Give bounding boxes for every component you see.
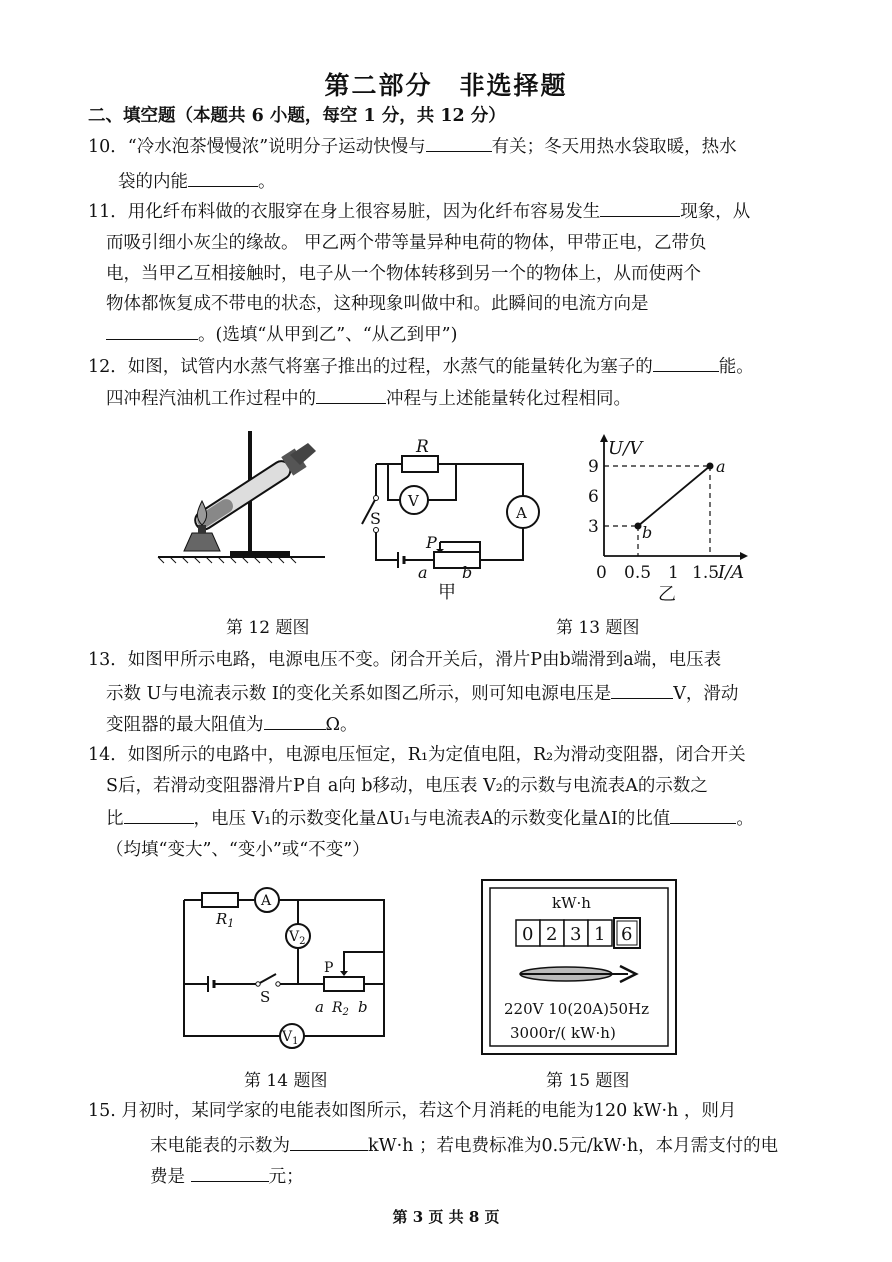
answer-blank — [316, 385, 386, 404]
q13-text: 示数 U与电流表示数 I的变化关系如图乙所示，则可知电源电压是 — [106, 684, 612, 704]
question-14-line-2: S后，若滑动变阻器滑片P自 a向 b移动，电压表 V₂的示数与电流表A的示数之 — [106, 776, 708, 796]
figure-yi-label: 乙 — [658, 584, 676, 605]
question-13-line-2 — [106, 680, 738, 706]
q13-text: Ω。 — [325, 715, 358, 735]
x-axis-label: I/A — [718, 562, 745, 583]
q15-text: 元； — [268, 1167, 304, 1187]
meter-digit-2: 2 — [546, 924, 558, 945]
question-15-line-2 — [150, 1132, 778, 1158]
q10-text: 10．“冷水泡茶慢慢浓”说明分子运动快慢与 — [88, 137, 426, 157]
y-tick-6: 6 — [588, 487, 599, 507]
figure-15-caption: 第 15 题图 — [546, 1071, 630, 1091]
answer-blank — [124, 805, 194, 824]
point-a — [707, 463, 714, 470]
question-15-line-3 — [150, 1163, 304, 1189]
q13-text: 变阻器的最大阻值为 — [106, 715, 264, 735]
end-a-label: a — [315, 998, 324, 1016]
voltmeter-V1-label: $V_1$ — [282, 1029, 299, 1047]
q15-text: 末电能表的示数为 — [150, 1136, 290, 1156]
q14-text: ，电压 V₁的示数变化量ΔU₁与电流表A的示数变化量ΔI的比值 — [193, 809, 671, 829]
x-tick-1: 1 — [668, 563, 679, 583]
figure-13-circuit — [340, 432, 540, 602]
x-tick-0: 0 — [596, 563, 607, 583]
question-11-line-5 — [106, 321, 457, 347]
ammeter-label: A — [516, 504, 527, 522]
answer-blank — [106, 321, 198, 340]
figure-12-caption: 第 12 题图 — [226, 618, 310, 638]
x-tick-1-5: 1.5 — [692, 563, 720, 583]
question-13-line-1: 13．如图甲所示电路，电源电压不变。闭合开关后，滑片P由b端滑到a端，电压表 — [88, 650, 722, 670]
slider-P-label: P — [324, 960, 334, 976]
question-14-line-1: 14．如图所示的电路中，电源电压恒定，R₁为定值电阻，R₂为滑动变阻器，闭合开关 — [88, 745, 746, 765]
question-12-line-1 — [88, 353, 754, 379]
answer-blank — [600, 198, 680, 217]
answer-blank — [426, 133, 492, 152]
answer-blank — [290, 1132, 368, 1151]
meter-digit-3: 3 — [570, 924, 582, 945]
slider-arrow-icon — [340, 971, 348, 976]
x-tick-0-5: 0.5 — [624, 563, 652, 583]
answer-blank — [188, 168, 258, 187]
page-number: 第 3 页 共 8 页 — [392, 1208, 500, 1226]
y-axis-arrow-icon — [600, 434, 608, 442]
question-14-line-4: （均填“变大”、“变小”或“不变”） — [106, 840, 370, 860]
answer-blank — [264, 711, 326, 730]
question-15-line-1: 15. 月初时，某同学家的电能表如图所示，若这个月消耗的电能为120 kW·h ，则月 — [88, 1101, 737, 1121]
slider-P-label: P — [426, 533, 437, 552]
answer-blank — [670, 805, 736, 824]
q12-text: 四冲程汽油机工作过程中的 — [106, 389, 316, 409]
meter-unit: kW·h — [552, 894, 591, 912]
q15-text: kW·h ；若电费标准为0.5元/kW·h，本月需支付的电 — [368, 1136, 779, 1156]
ammeter-label: A — [261, 893, 272, 909]
answer-blank — [653, 353, 719, 372]
question-14-line-3 — [106, 805, 754, 831]
meter-spec-revolutions: 3000r/( kW·h) — [510, 1024, 616, 1042]
q15-text: 费是 — [150, 1167, 185, 1187]
q14-text: 比 — [106, 809, 124, 829]
figure-13-caption: 第 13 题图 — [556, 618, 640, 638]
y-tick-3: 3 — [588, 517, 599, 537]
q11-text: 。(选填“从甲到乙”、“从乙到甲”) — [198, 325, 458, 345]
q13-text: V，滑动 — [673, 684, 739, 704]
y-tick-9: 9 — [588, 457, 599, 477]
switch-S-label: S — [260, 988, 271, 1006]
meter-spec-rating: 220V 10(20A)50Hz — [504, 1000, 650, 1018]
end-a-label: a — [418, 563, 428, 582]
voltmeter-label: V — [408, 492, 419, 510]
q10-text: 。 — [258, 172, 276, 192]
meter-digit-1: 0 — [522, 924, 534, 945]
question-11-line-2: 而吸引细小灰尘的缘故。 甲乙两个带等量异种电荷的物体，甲带正电，乙带负 — [106, 233, 707, 253]
figure-13-graph — [582, 428, 772, 608]
q12-text: 12．如图，试管内水蒸气将塞子推出的过程，水蒸气的能量转化为塞子的 — [88, 357, 653, 377]
answer-blank — [191, 1163, 269, 1182]
question-11-line-4: 物体都恢复成不带电的状态，这种现象叫做中和。此瞬间的电流方向是 — [106, 294, 649, 314]
x-axis-arrow-icon — [740, 552, 748, 560]
q14-text: 。 — [736, 809, 754, 829]
resistor-R1-label: $R_1$ — [216, 910, 235, 930]
question-11-line-1 — [88, 198, 750, 224]
test-tube-apparatus-figure — [150, 425, 330, 565]
end-b-label: b — [358, 998, 368, 1016]
section-heading: 二、填空题（本题共 6 小题，每空 1 分，共 12 分） — [88, 106, 506, 126]
q12-text: 冲程与上述能量转化过程相同。 — [386, 389, 631, 409]
question-11-line-3: 电，当甲乙互相接触时，电子从一个物体转移到另一个的物体上，从而使两个 — [106, 264, 701, 284]
answer-blank — [611, 680, 673, 699]
point-b-label: b — [642, 523, 653, 542]
q10-text: 袋的内能 — [118, 172, 188, 192]
end-b-label: b — [462, 563, 473, 582]
q11-text: 现象，从 — [680, 202, 751, 222]
switch-S-label: S — [370, 509, 381, 528]
y-axis-label: U/V — [608, 438, 643, 459]
q10-text: 有关；冬天用热水袋取暖，热水 — [491, 137, 737, 157]
meter-digit-4: 1 — [594, 924, 606, 945]
page-title: 第二部分 非选择题 — [324, 71, 568, 100]
voltmeter-V2-label: $V_2$ — [289, 929, 306, 947]
figure-14-caption: 第 14 题图 — [244, 1071, 328, 1091]
question-13-line-3 — [106, 711, 358, 737]
figure-jia-label: 甲 — [438, 582, 456, 602]
question-12-line-2 — [106, 385, 631, 411]
figure-14-circuit — [172, 880, 402, 1056]
point-b — [635, 523, 642, 530]
q12-text: 能。 — [718, 357, 754, 377]
rheostat-R2-label: $R_2$ — [332, 1000, 349, 1018]
question-10-line-2 — [118, 168, 276, 194]
meter-digit-5: 6 — [621, 924, 633, 945]
question-10-line-1 — [88, 133, 737, 159]
resistor-R-label: R — [416, 437, 429, 457]
electric-meter-figure — [480, 878, 680, 1058]
point-a-label: a — [716, 457, 726, 476]
q11-text: 11．用化纤布料做的衣服穿在身上很容易脏，因为化纤布容易发生 — [88, 202, 601, 222]
